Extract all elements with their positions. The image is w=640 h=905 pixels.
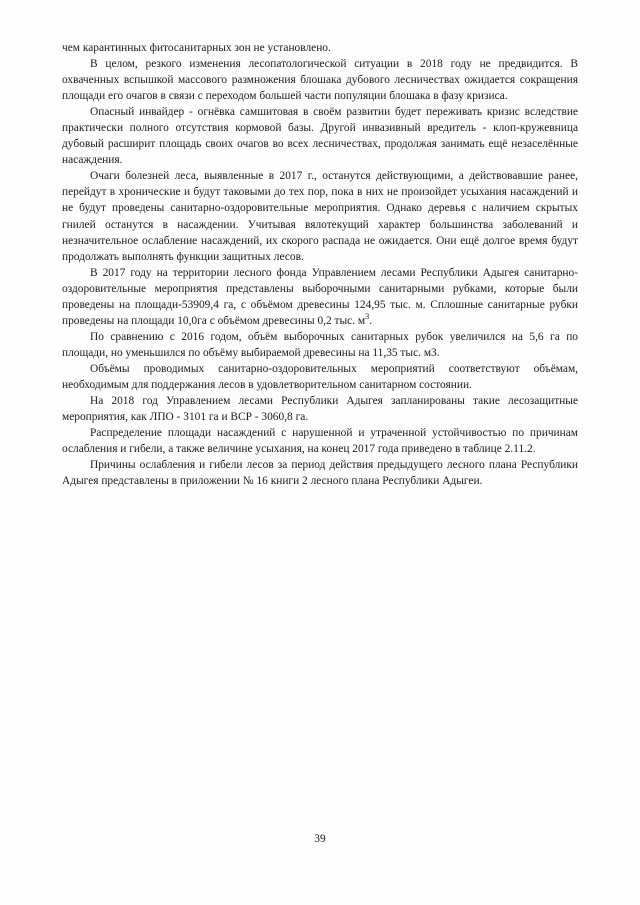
paragraph: Очаги болезней леса, выявленные в 2017 г., останутся действующими, а действовавшие ранее, перейдут в хронические и будут таковыми до тех пор, пока в них не произойдет усыхания насаждений и не будут проведены санитарно-оздоровительные мероприятия. Однако деревья с наличием скрытых гнилей останутся в насаждении. Учитывая вялотекущий характер большинства заболеваний и незначительное ослабление насаждений, их скорого распада не ожидается. Они ещё долгое время будут продолжать выполнять функции защитных лесов. — [62, 170, 578, 263]
paragraph: Распределение площади насаждений с нарушенной и утраченной устойчивостью по причинам ослабления и гибели, а также величине усыхания, на конец 2017 года приведено в таблице 2.11.2. — [62, 427, 578, 456]
paragraph: Опасный инвайдер - огнёвка самшитовая в своём развитии будет переживать кризис вследствие практически полного отсутствия кормовой базы. Другой инвазивный вредитель - клоп-кружевница дубовый расширит площадь своих очагов во всех лесничествах, продолжая занимать ещё незаселённые насаждения. — [62, 106, 578, 167]
paragraph: В целом, резкого изменения лесопатологической ситуации в 2018 году не предвидится. В охваченных вспышкой массового размножения блошака дубового лесничествах ожидается сокращения площади его очагов в связи с переходом большей части популяции блошака в фазу кризиса. — [62, 58, 578, 103]
paragraph: По сравнению с 2016 годом, объём выборочных санитарных рубок увеличился на 5,6 га по площади, но уменьшился по объёму выбираемой древесины на 11,35 тыс. м3. — [62, 330, 578, 359]
paragraph: На 2018 год Управлением лесами Республики Адыгея запланированы такие лесозащитные мероприятия, как ЛПО - 3101 га и ВСР - 3060,8 га. — [62, 395, 578, 424]
paragraph-text: В 2017 году на территории лесного фонда Управлением лесами Республики Адыгея санитарно-оздоровительные мероприятия представлены выборочными санитарными рубками, которые были проведены на площади-53909,4 га, с объёмом древесины 124,95 тыс. м. Сплошные санитарные рубки проведены на площади 10,0га с объёмом древесины 0,2 тыс. м — [62, 266, 578, 327]
paragraph: чем карантинных фитосанитарных зон не установлено. — [62, 42, 331, 54]
paragraph: Объёмы проводимых санитарно-оздоровительных мероприятий соответствуют объёмам, необходимым для поддержания лесов в удовлетворительном санитарном состоянии. — [62, 362, 578, 391]
paragraph: Причины ослабления и гибели лесов за период действия предыдущего лесного плана Республики Адыгея представлены в приложении № 16 книги 2 лесного плана Республики Адыгеи. — [62, 459, 578, 488]
paragraph-with-superscript — [62, 265, 578, 329]
document-body — [62, 40, 578, 489]
paragraph-text-after: . — [369, 314, 373, 327]
page-number: 39 — [314, 833, 326, 845]
superscript: 3 — [365, 312, 370, 321]
